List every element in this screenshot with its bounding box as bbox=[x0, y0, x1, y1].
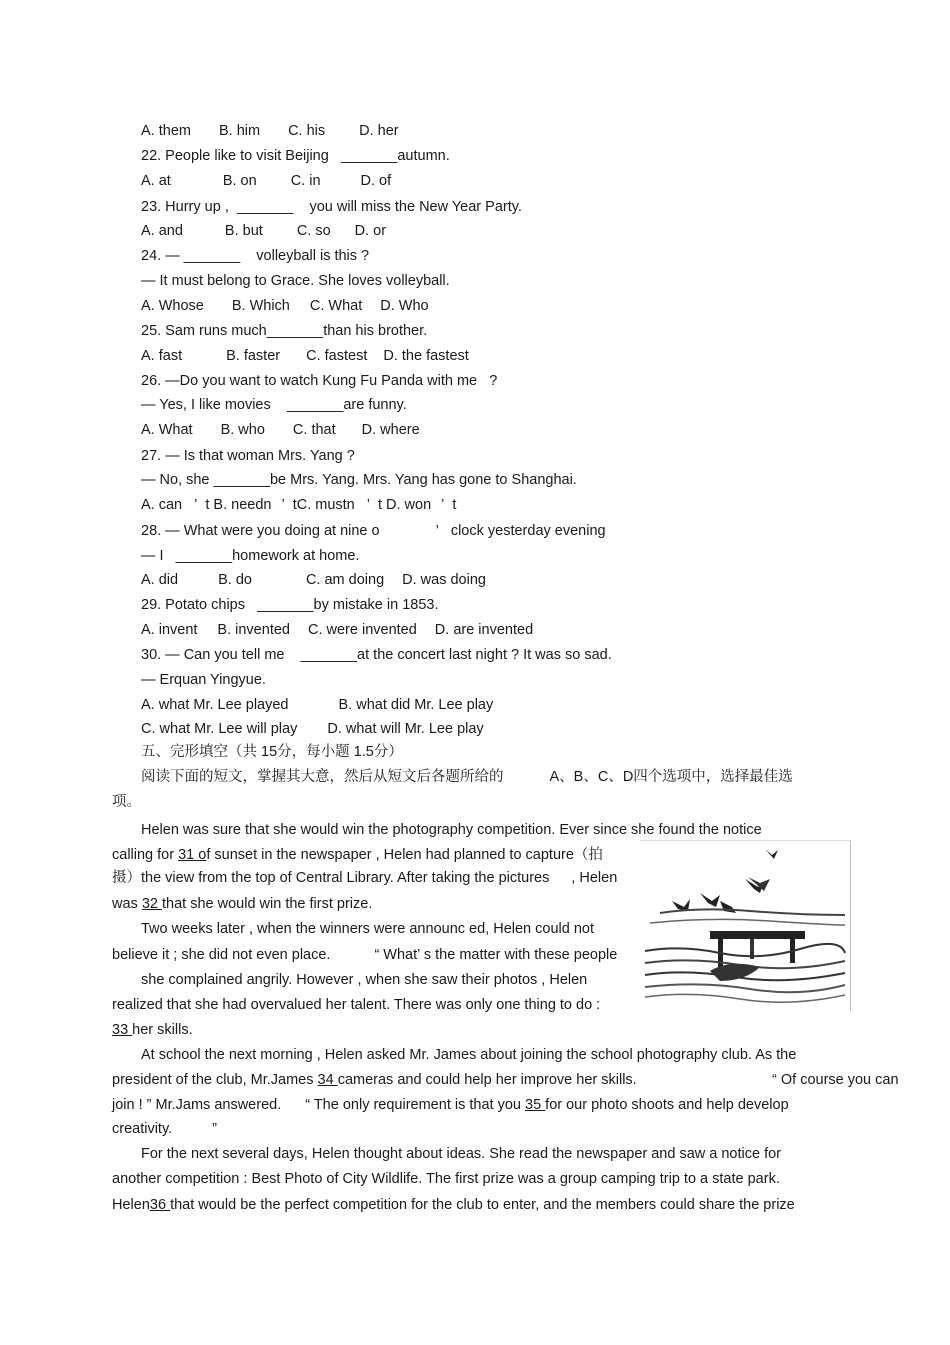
passage-line: Two weeks later , when the winners were announc ed, Helen could not bbox=[141, 921, 594, 937]
q21-option-c: C. his bbox=[288, 123, 326, 139]
q30-blank: _______ bbox=[300, 647, 358, 663]
birds-over-pier-drawing bbox=[640, 841, 850, 1011]
q21-option-a: A. them bbox=[141, 123, 191, 139]
q23-stem: 23. Hurry up , _______ you will miss the New Year Party. bbox=[141, 199, 522, 215]
q29-blank: _______ bbox=[257, 597, 314, 613]
blank-35: 35 bbox=[525, 1097, 546, 1113]
passage-line: Helen36 that would be the perfect competition for the club to enter, and the members could share the prize bbox=[112, 1197, 795, 1213]
section5-instructions-end: 项。 bbox=[112, 794, 141, 810]
q23-blank: _______ bbox=[236, 199, 294, 215]
q30-stem: 30. — Can you tell me _______at the concert last night ? It was so sad. bbox=[141, 647, 612, 663]
q29-stem: 29. Potato chips _______by mistake in 1853. bbox=[141, 597, 439, 613]
passage-line: believe it ; she did not even place. “ What’ s the matter with these people bbox=[112, 947, 618, 963]
blank-32: 32 bbox=[141, 896, 162, 912]
q30-answer-line: — Erquan Yingyue. bbox=[141, 672, 266, 688]
q22-stem: 22. People like to visit Beijing _______autumn. bbox=[141, 148, 450, 164]
passage-line: realized that she had overvalued her talent. There was only one thing to do : bbox=[112, 997, 601, 1013]
blank-34: 34 bbox=[317, 1072, 338, 1088]
q27-options: A. can ’ t B. needn ’ tC. mustn ’ t D. won ’ t bbox=[141, 497, 457, 513]
passage-line: 摄）the view from the top of Central Library. After taking the pictures , Helen bbox=[112, 870, 618, 886]
q27-blank: _______ bbox=[213, 472, 270, 488]
q30-options-cd: C. what Mr. Lee will play D. what will Mr. Lee play bbox=[141, 721, 484, 737]
blank-31: 31 o bbox=[178, 847, 207, 863]
q29-options: A. invent B. invented C. were invented D. are invented bbox=[141, 622, 534, 638]
passage-line: For the next several days, Helen thought about ideas. She read the newspaper and saw a notice for bbox=[141, 1146, 782, 1162]
q21-option-b: B. him bbox=[218, 123, 261, 139]
q25-stem: 25. Sam runs much_______than his brother. bbox=[141, 323, 428, 339]
passage-line: 33 her skills. bbox=[112, 1022, 193, 1038]
q28-blank: _______ bbox=[175, 548, 233, 564]
q22-blank: _______ bbox=[340, 148, 398, 164]
q26-stem: 26. —Do you want to watch Kung Fu Panda with me ? bbox=[141, 373, 498, 389]
q28-stem: 28. — What were you doing at nine o ’ clock yesterday evening bbox=[141, 523, 606, 539]
q24-answer-line: — It must belong to Grace. She loves volleyball. bbox=[141, 273, 450, 289]
q24-stem: 24. — _______ volleyball is this ? bbox=[141, 248, 370, 264]
q27-stem: 27. — Is that woman Mrs. Yang ? bbox=[141, 448, 355, 464]
passage-line: creativity. ” bbox=[112, 1121, 218, 1137]
q26-options: A. What B. who C. that D. where bbox=[141, 422, 420, 438]
q30-options-ab: A. what Mr. Lee played B. what did Mr. Lee play bbox=[141, 697, 494, 713]
blank-36: 36 bbox=[149, 1197, 171, 1213]
blank-33: 33 bbox=[112, 1022, 133, 1038]
q22-options: A. at B. on C. in D. of bbox=[141, 173, 392, 189]
passage-line: president of the club, Mr.James 34 cameras and could help her improve her skills. bbox=[112, 1072, 637, 1088]
passage-line: another competition : Best Photo of City Wildlife. The first prize was a group camping trip to a state park. bbox=[112, 1171, 780, 1187]
sunset-photo-illustration bbox=[640, 840, 851, 1011]
q25-options: A. fast B. faster C. fastest D. the fastest bbox=[141, 348, 469, 364]
section5-heading: 五、完形填空（共 15分，每小题 1.5分） bbox=[141, 744, 403, 760]
q28-options: A. did B. do C. am doing D. was doing bbox=[141, 572, 486, 588]
q28-answer-line: — I _______homework at home. bbox=[141, 548, 360, 564]
q27-answer-line: — No, she _______be Mrs. Yang. Mrs. Yang has gone to Shanghai. bbox=[141, 472, 577, 488]
q26-answer-line: — Yes, I like movies _______are funny. bbox=[141, 397, 407, 413]
q21-options bbox=[141, 122, 399, 140]
q24-blank: _______ bbox=[183, 248, 241, 264]
q26-blank: _______ bbox=[286, 397, 344, 413]
q25-blank: _______ bbox=[266, 323, 324, 339]
passage-line: Helen was sure that she would win the photography competition. Ever since she found the notice bbox=[141, 822, 762, 838]
passage-line: she complained angrily. However , when she saw their photos , Helen bbox=[141, 972, 588, 988]
q24-options: A. Whose B. Which C. What D. Who bbox=[141, 298, 429, 314]
passage-line: “ Of course you can bbox=[772, 1072, 899, 1088]
passage-line: join ! ” Mr.Jams answered. “ The only requirement is that you 35 for our photo shoots and help develop bbox=[112, 1097, 789, 1113]
passage-line: was 32 that she would win the first prize. bbox=[112, 896, 373, 912]
passage-line: At school the next morning , Helen asked Mr. James about joining the school photography club. As the bbox=[141, 1047, 797, 1063]
section5-instructions: 阅读下面的短文，掌握其大意，然后从短文后各题所给的 A、B、C、D四个选项中，选择最佳选 bbox=[141, 769, 793, 785]
q21-option-d: D. her bbox=[359, 123, 399, 139]
passage-line: calling for 31 of sunset in the newspaper , Helen had planned to capture（拍 bbox=[112, 847, 603, 863]
q23-options: A. and B. but C. so D. or bbox=[141, 223, 387, 239]
